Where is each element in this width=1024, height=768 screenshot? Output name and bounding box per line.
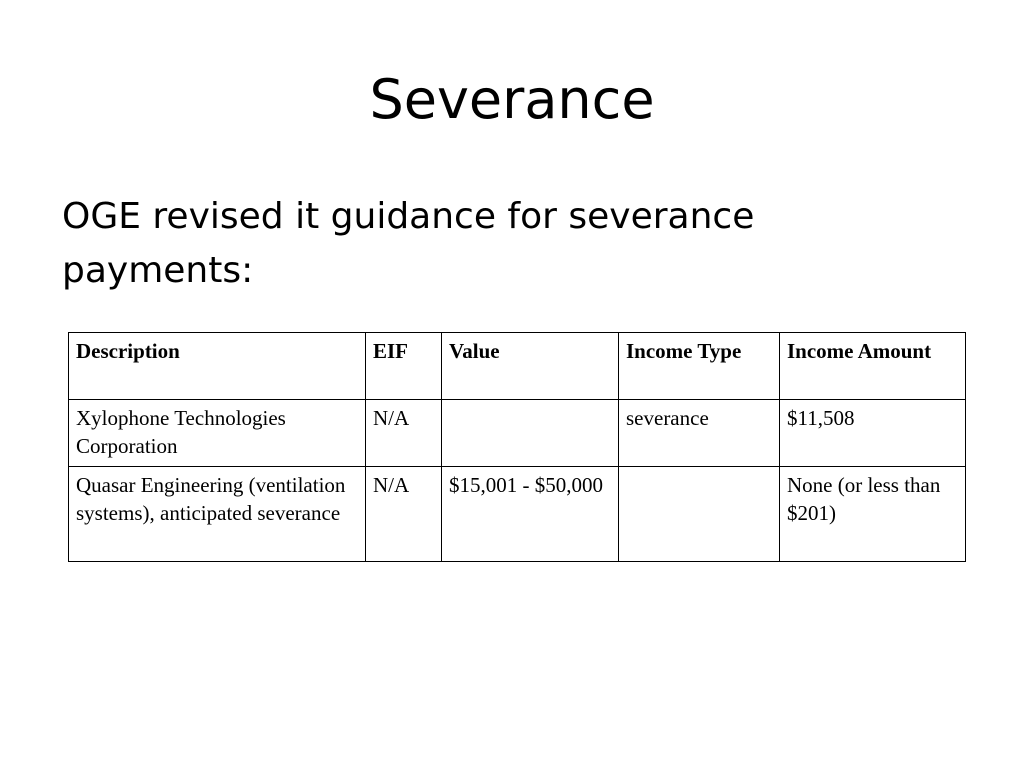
slide-body-text: OGE revised it guidance for severance payments: [62,196,755,291]
slide-title: Severance [369,68,655,131]
header-income-amount: Income Amount [780,333,966,400]
header-value: Value [442,333,619,400]
header-income-type: Income Type [619,333,780,400]
table-header-row [69,333,966,400]
table-row [69,400,966,467]
cell-income-amount: None (or less than $201) [780,467,966,562]
severance-table [68,332,966,562]
cell-income-amount: $11,508 [780,400,966,467]
cell-description: Quasar Engineering (ventilation systems), anticipated severance [69,467,366,562]
header-description: Description [69,333,366,400]
cell-description: Xylophone Technologies Corporation [69,400,366,467]
cell-eif: N/A [366,467,442,562]
cell-value: $15,001 - $50,000 [442,467,619,562]
cell-value [442,400,619,467]
header-eif: EIF [366,333,442,400]
cell-income-type: severance [619,400,780,467]
table-row [69,467,966,562]
cell-eif: N/A [366,400,442,467]
cell-income-type [619,467,780,562]
